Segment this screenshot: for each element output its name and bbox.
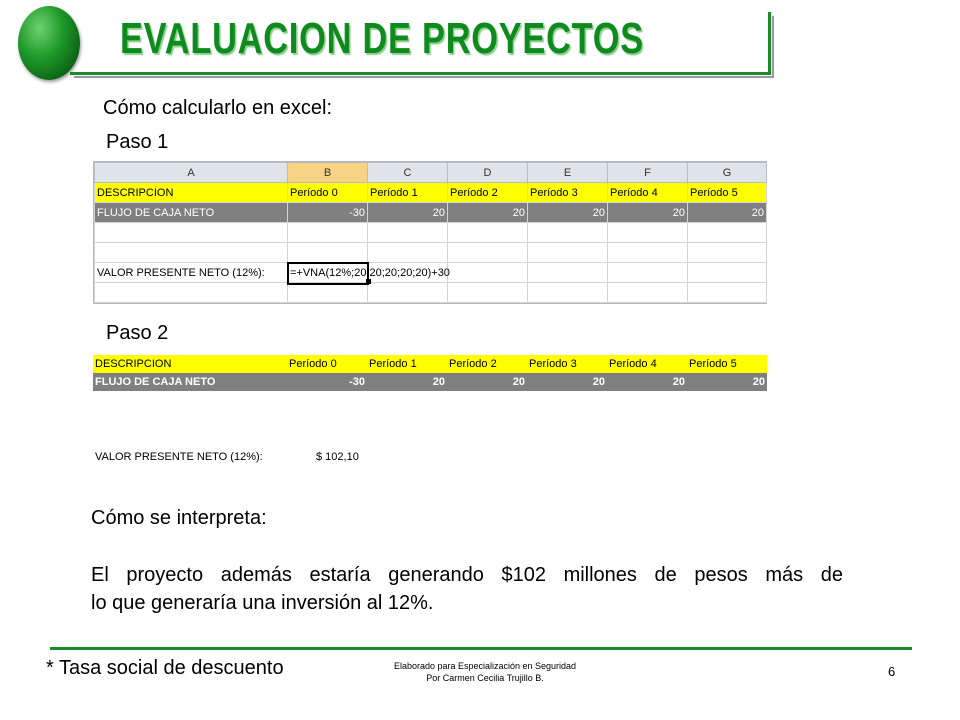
empty-cell[interactable] — [95, 283, 288, 303]
empty-row — [95, 243, 767, 263]
interpretation-body — [91, 561, 843, 617]
cell-flow-label[interactable]: FLUJO DE CAJA NETO — [95, 203, 288, 223]
cell-period-4[interactable]: Período 4 — [608, 183, 688, 203]
cell-formula[interactable] — [288, 263, 450, 283]
vpn-result-label: VALOR PRESENTE NETO (12%): — [95, 451, 263, 463]
cell-period-4: Período 4 — [607, 355, 687, 373]
cash-flow-row — [93, 373, 767, 391]
cell-flow-4: 20 — [607, 373, 687, 391]
empty-cell[interactable] — [448, 223, 528, 243]
slide-title: EVALUACION DE PROYECTOS — [120, 14, 644, 63]
col-header-b[interactable]: B — [288, 163, 368, 183]
empty-row — [95, 223, 767, 243]
col-header-f[interactable]: F — [608, 163, 688, 183]
cell-flow-0[interactable]: -30 — [288, 203, 368, 223]
col-header-g[interactable]: G — [688, 163, 767, 183]
cell-flow-0: -30 — [287, 373, 367, 391]
empty-cell[interactable] — [688, 263, 767, 283]
empty-cell[interactable] — [608, 243, 688, 263]
cell-period-3: Período 3 — [527, 355, 607, 373]
subtitle: Cómo calcularlo en excel: — [103, 97, 332, 119]
cash-flow-row — [95, 203, 767, 223]
empty-cell[interactable] — [448, 283, 528, 303]
col-header-a[interactable]: A — [95, 163, 288, 183]
page-number: 6 — [888, 664, 896, 679]
fill-handle[interactable] — [366, 279, 371, 284]
empty-cell[interactable] — [368, 283, 448, 303]
cell-period-5: Período 5 — [687, 355, 767, 373]
column-header-row — [95, 163, 767, 183]
interpretation-line-2: lo que generaría una inversión al 12%. — [91, 592, 434, 614]
empty-cell[interactable] — [608, 223, 688, 243]
cell-flow-3[interactable]: 20 — [528, 203, 608, 223]
empty-cell[interactable] — [528, 263, 608, 283]
formula-text: =+VNA(12%;20;20;20;20;20)+30 — [290, 266, 450, 279]
empty-cell[interactable] — [528, 243, 608, 263]
footer-credit — [360, 660, 610, 684]
spreadsheet-step1 — [93, 161, 767, 304]
spreadsheet-step2 — [93, 355, 767, 391]
cell-flow-2: 20 — [447, 373, 527, 391]
cell-period-5[interactable]: Período 5 — [688, 183, 767, 203]
empty-cell[interactable] — [688, 243, 767, 263]
description-row — [95, 183, 767, 203]
vpn-result-value: $ 102,10 — [316, 451, 359, 463]
step1-label: Paso 1 — [106, 131, 169, 153]
cell-flow-1: 20 — [367, 373, 447, 391]
description-row — [93, 355, 767, 373]
empty-cell[interactable] — [448, 263, 528, 283]
empty-cell[interactable] — [528, 283, 608, 303]
empty-cell[interactable] — [608, 283, 688, 303]
empty-cell[interactable] — [368, 223, 448, 243]
cell-flow-3: 20 — [527, 373, 607, 391]
empty-cell[interactable] — [288, 283, 368, 303]
empty-cell[interactable] — [95, 243, 288, 263]
cell-flow-5: 20 — [687, 373, 767, 391]
col-header-e[interactable]: E — [528, 163, 608, 183]
empty-cell[interactable] — [95, 223, 288, 243]
empty-cell[interactable] — [688, 283, 767, 303]
interpretation-line-1: El proyecto además estaría generando $102 millones de pesos más de — [91, 564, 843, 586]
empty-cell[interactable] — [608, 263, 688, 283]
empty-cell[interactable] — [288, 223, 368, 243]
cell-flow-1[interactable]: 20 — [368, 203, 448, 223]
credit-line-2: Por Carmen Cecilia Trujillo B. — [426, 673, 544, 683]
footnote: * Tasa social de descuento — [46, 657, 284, 679]
cell-flow-label: FLUJO DE CAJA NETO — [93, 373, 287, 391]
empty-cell[interactable] — [688, 223, 767, 243]
cell-description: DESCRIPCION — [93, 355, 287, 373]
cell-period-0[interactable]: Período 0 — [288, 183, 368, 203]
cell-period-2[interactable]: Período 2 — [448, 183, 528, 203]
footer-divider — [50, 647, 912, 650]
cell-description[interactable]: DESCRIPCION — [95, 183, 288, 203]
col-header-c[interactable]: C — [368, 163, 448, 183]
step2-label: Paso 2 — [106, 322, 169, 344]
cell-vpn-label[interactable]: VALOR PRESENTE NETO (12%): — [95, 263, 288, 283]
col-header-d[interactable]: D — [448, 163, 528, 183]
interpretation-heading: Cómo se interpreta: — [91, 507, 267, 529]
empty-cell[interactable] — [528, 223, 608, 243]
cell-period-3[interactable]: Período 3 — [528, 183, 608, 203]
cell-flow-4[interactable]: 20 — [608, 203, 688, 223]
cell-period-1[interactable]: Período 1 — [368, 183, 448, 203]
empty-row — [95, 283, 767, 303]
cell-period-0: Período 0 — [287, 355, 367, 373]
empty-cell[interactable] — [448, 243, 528, 263]
vpn-row — [95, 263, 767, 283]
cell-period-2: Período 2 — [447, 355, 527, 373]
credit-line-1: Elaborado para Especialización en Seguridad — [393, 661, 577, 671]
cell-flow-2[interactable]: 20 — [448, 203, 528, 223]
cell-period-1: Período 1 — [367, 355, 447, 373]
empty-cell[interactable] — [368, 243, 448, 263]
empty-cell[interactable] — [288, 243, 368, 263]
cell-flow-5[interactable]: 20 — [688, 203, 767, 223]
